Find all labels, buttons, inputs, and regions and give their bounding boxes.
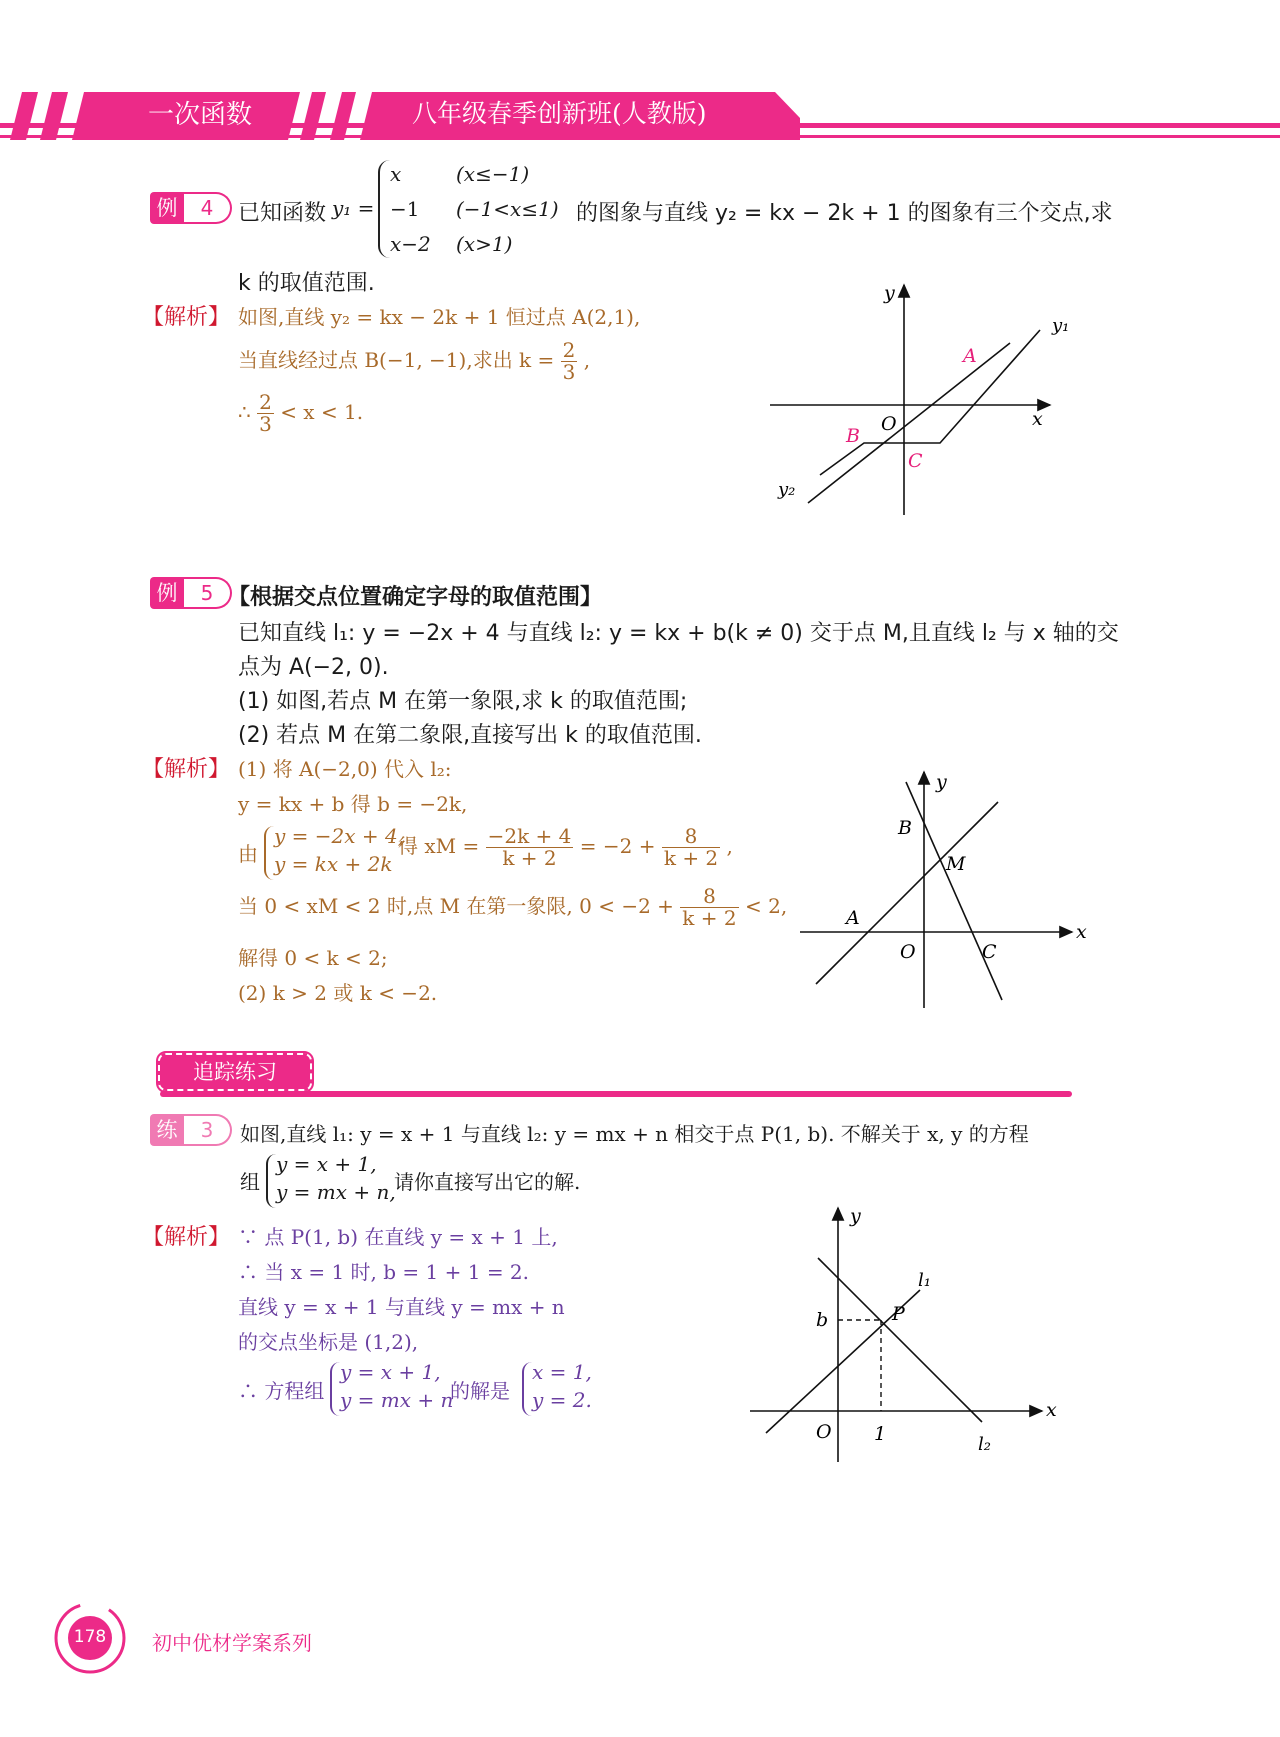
ex4-piece3-cond: (x>1) bbox=[456, 232, 513, 256]
practice-sol-system-brace bbox=[330, 1362, 340, 1416]
ex4-piecewise-brace bbox=[378, 160, 390, 258]
ex4-piece2-cond: (−1<x≤1) bbox=[456, 197, 559, 221]
y-axis-label: y bbox=[850, 1205, 861, 1227]
l1-label: l₁ bbox=[918, 1270, 931, 1291]
y-axis-label: y bbox=[884, 282, 895, 304]
y-axis-label: y bbox=[936, 771, 947, 793]
practice-sol4: 的交点坐标是 (1,2), bbox=[238, 1330, 419, 1354]
practice-answer-x: x = 1, bbox=[532, 1360, 592, 1384]
ex5-fraction-2 bbox=[662, 826, 720, 869]
fraction-denominator: 3 bbox=[259, 412, 272, 436]
fraction-numerator: 2 bbox=[259, 390, 272, 414]
ex5-system-eq2: y = kx + 2k bbox=[274, 852, 393, 876]
l2-label: l₂ bbox=[978, 1434, 991, 1455]
point-c-label: C bbox=[908, 450, 923, 472]
ex5-graph bbox=[800, 760, 1100, 1010]
ex5-question-2: (2) 若点 M 在第二象限,直接写出 k 的取值范围. bbox=[238, 723, 702, 748]
x-axis-label: x bbox=[1076, 921, 1087, 943]
one-label: 1 bbox=[874, 1423, 887, 1445]
practice-sol2: ∴ 当 x = 1 时, b = 1 + 1 = 2. bbox=[238, 1260, 530, 1284]
practice-answer-brace bbox=[522, 1362, 532, 1416]
y1-graph bbox=[820, 330, 1040, 475]
ex5-line1: 已知直线 l₁: y = −2x + 4 与直线 l₂: y = kx + b(k ≠ 0) 交于点 M,且直线 l₂ 与 x 轴的交 bbox=[238, 621, 1119, 646]
example-5-badge bbox=[150, 577, 232, 609]
practice-line2-post: 请你直接写出它的解. bbox=[394, 1170, 581, 1194]
ex5-sol2: y = kx + b 得 b = −2k, bbox=[238, 792, 468, 816]
fraction-denominator: 3 bbox=[562, 360, 576, 384]
ex4-sol1: 如图,直线 y₂ = kx − 2k + 1 恒过点 A(2,1), bbox=[238, 305, 641, 329]
ex5-system-brace bbox=[264, 826, 274, 880]
practice-sol3: 直线 y = x + 1 与直线 y = mx + n bbox=[238, 1295, 565, 1319]
ex5-sol3-pre: 由 bbox=[238, 842, 258, 866]
fraction-numerator: 8 bbox=[662, 826, 720, 848]
footer-series: 初中优材学案系列 bbox=[152, 1631, 312, 1655]
ex4-rest: 的图象与直线 y₂ = kx − 2k + 1 的图象有三个交点,求 bbox=[576, 201, 1113, 226]
ex5-fraction-3 bbox=[680, 886, 738, 929]
practice-3-badge bbox=[150, 1114, 232, 1146]
ex5-sol4-post: < 2, bbox=[744, 894, 788, 918]
ex5-sol3-mid2: = −2 + bbox=[579, 834, 656, 858]
ex5-sol1: (1) 将 A(−2,0) 代入 l₂: bbox=[238, 757, 452, 781]
point-c-label: C bbox=[982, 941, 997, 963]
ex4-graph bbox=[760, 275, 1100, 520]
practice-sol5-mid: 的解是 bbox=[450, 1379, 510, 1403]
ex5-sol4-pre: 当 0 < xM < 2 时,点 M 在第一象限, 0 < −2 + bbox=[238, 894, 674, 918]
ex5-sol5: 解得 0 < k < 2; bbox=[238, 946, 388, 970]
fraction-numerator: 8 bbox=[680, 886, 738, 908]
point-a-label: A bbox=[846, 907, 860, 929]
fraction-denominator: k + 2 bbox=[663, 846, 719, 870]
origin-label: O bbox=[900, 941, 916, 963]
ex4-sol3 bbox=[238, 392, 363, 435]
ex5-title: 【根据交点位置确定字母的取值范围】 bbox=[228, 585, 603, 610]
example-badge-label: 例 bbox=[150, 192, 184, 224]
practice-sol-system-eq1: y = x + 1, bbox=[340, 1360, 441, 1384]
practice-badge-label: 练 bbox=[150, 1114, 184, 1146]
origin-label: O bbox=[816, 1421, 832, 1443]
x-axis-label: x bbox=[1046, 1399, 1057, 1421]
example-4-badge bbox=[150, 192, 232, 224]
ex4-analysis-tag: 【解析】 bbox=[142, 305, 231, 330]
fraction-numerator: 2 bbox=[562, 338, 576, 362]
y1-label: y₁ bbox=[1052, 315, 1070, 336]
ex5-sol6: (2) k > 2 或 k < −2. bbox=[238, 981, 438, 1005]
practice-answer-y: y = 2. bbox=[532, 1388, 592, 1412]
practice-system-brace bbox=[266, 1154, 276, 1208]
b-label: b bbox=[816, 1309, 829, 1331]
example-badge-number: 4 bbox=[184, 192, 232, 224]
ex4-piece1-expr: x bbox=[390, 162, 402, 186]
ex4-sol2-text: 当直线经过点 B(−1, −1),求出 k = bbox=[238, 348, 555, 372]
ex4-intro: 已知函数 bbox=[238, 201, 327, 226]
practice-badge-number: 3 bbox=[184, 1114, 232, 1146]
section-divider bbox=[160, 1091, 1072, 1097]
ex5-fraction-1 bbox=[486, 826, 574, 869]
practice-sol-system-eq2: y = mx + n bbox=[340, 1388, 454, 1412]
practice-system-eq1: y = x + 1, bbox=[276, 1152, 377, 1176]
fraction-numerator: −2k + 4 bbox=[487, 824, 572, 848]
y2-line bbox=[808, 343, 1010, 503]
ex5-system-eq1: y = −2x + 4, bbox=[274, 824, 405, 848]
practice-analysis-tag: 【解析】 bbox=[142, 1225, 231, 1250]
ex4-y1-eq: y₁ = bbox=[332, 196, 375, 220]
page-number: 178 bbox=[73, 1627, 107, 1647]
practice-section-title: 追踪练习 bbox=[193, 1060, 277, 1084]
ex4-piece3-expr: x−2 bbox=[390, 232, 431, 256]
l2-line bbox=[818, 1258, 982, 1422]
example-badge-number: 5 bbox=[184, 577, 232, 609]
therefore-symbol: ∴ bbox=[238, 400, 251, 424]
practice-sol1: ∵ 点 P(1, b) 在直线 y = x + 1 上, bbox=[238, 1225, 558, 1249]
fraction-denominator: k + 2 bbox=[502, 846, 557, 870]
ex4-sol2-fraction bbox=[561, 340, 578, 383]
point-b-label: B bbox=[846, 425, 860, 447]
practice-section-header bbox=[158, 1053, 312, 1091]
ex4-sol2 bbox=[238, 340, 590, 383]
origin-label: O bbox=[881, 413, 897, 435]
ex4-sol3-fraction bbox=[257, 392, 274, 435]
point-b-label: B bbox=[898, 817, 912, 839]
header-left-title: 一次函数 bbox=[148, 100, 253, 130]
l1-line bbox=[906, 782, 1002, 1000]
ex5-sol3-mid: 得 xM = bbox=[398, 834, 480, 858]
y2-label: y₂ bbox=[778, 479, 796, 500]
ex4-sol3-post: < x < 1. bbox=[280, 400, 364, 424]
point-p-label: P bbox=[892, 1303, 905, 1325]
fraction-denominator: k + 2 bbox=[682, 906, 737, 930]
ex5-question-1: (1) 如图,若点 M 在第一象限,求 k 的取值范围; bbox=[238, 689, 688, 714]
ex5-sol3-post: , bbox=[726, 834, 733, 858]
practice-system-eq2: y = mx + n, bbox=[276, 1180, 396, 1204]
ex4-sol2-post: , bbox=[583, 348, 591, 372]
point-a-label: A bbox=[963, 345, 977, 367]
ex4-piece2-expr: −1 bbox=[390, 197, 420, 221]
ex5-sol4 bbox=[238, 886, 787, 929]
example-badge-label: 例 bbox=[150, 577, 184, 609]
ex4-piece1-cond: (x≤−1) bbox=[456, 162, 530, 186]
practice-graph bbox=[750, 1200, 1070, 1465]
practice-line2-pre: 组 bbox=[240, 1170, 260, 1194]
header-right-title: 八年级春季创新班(人教版) bbox=[412, 99, 707, 128]
page-header bbox=[0, 88, 1280, 144]
ex5-line2: 点为 A(−2, 0). bbox=[238, 655, 389, 680]
ex4-line2: k 的取值范围. bbox=[238, 271, 375, 296]
ex5-analysis-tag: 【解析】 bbox=[142, 757, 231, 782]
point-m-label: M bbox=[946, 853, 966, 875]
x-axis-label: x bbox=[1032, 408, 1043, 430]
practice-sol5-pre: ∴ 方程组 bbox=[238, 1379, 325, 1403]
ex5-sol3-rest bbox=[398, 826, 733, 869]
practice-line1: 如图,直线 l₁: y = x + 1 与直线 l₂: y = mx + n 相交于点 P(1, b). 不解关于 x, y 的方程 bbox=[240, 1122, 1029, 1146]
